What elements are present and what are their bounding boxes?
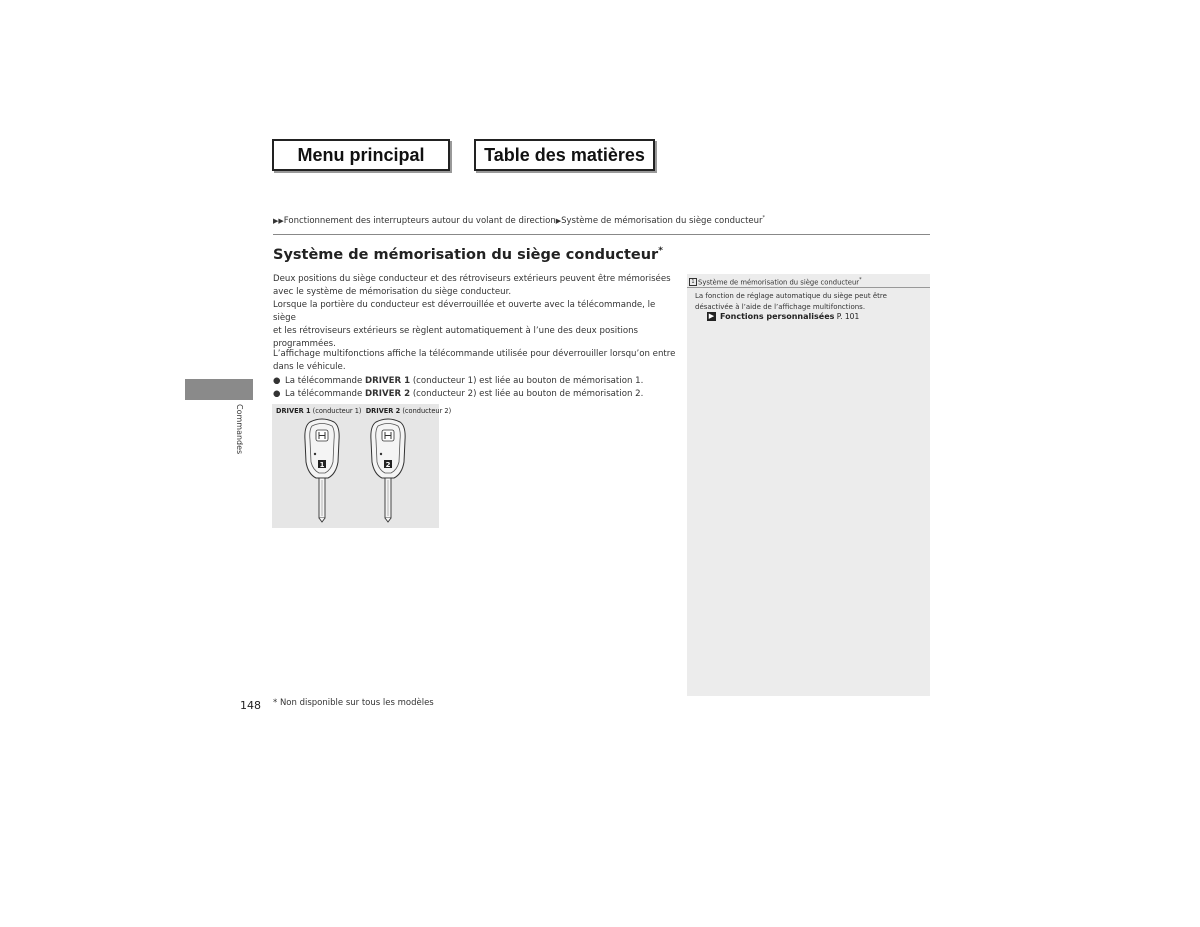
footnote: * Non disponible sur tous les modèles: [273, 698, 434, 708]
bullet-list: [273, 375, 678, 401]
breadcrumb-section[interactable]: Fonctionnement des interrupteurs autour du volant de direction: [283, 215, 556, 226]
sidebar-heading-star: *: [859, 277, 862, 283]
note-box-icon: 1: [689, 278, 697, 286]
key-fob-2-icon: [371, 419, 405, 522]
page-number: 148: [240, 699, 261, 712]
link-label: Fonctions personnalisées: [720, 312, 835, 321]
sidebar-heading-text: Système de mémorisation du siège conducteur: [698, 278, 860, 287]
page-title: [273, 246, 663, 263]
sidebar-note-text: [695, 291, 920, 313]
key-fob-illustration: [272, 416, 439, 528]
sidebar-heading: [687, 274, 930, 288]
breadcrumb-star: *: [762, 215, 766, 221]
text-line: Deux positions du siège conducteur et des rétroviseurs extérieurs peuvent être mémorisées: [273, 274, 671, 284]
key-fob-figure: [272, 404, 452, 528]
text-line: La fonction de réglage automatique du siège peut être: [695, 292, 887, 300]
breadcrumb-arrows: ▶▶: [273, 216, 284, 225]
bullet-text: La télécommande: [285, 376, 366, 386]
bullet-item: [273, 375, 678, 388]
display-paragraph: [273, 348, 678, 374]
figure-label-driver2-rest: (conducteur 2): [400, 407, 452, 415]
figure-label-driver2: DRIVER 2: [365, 407, 401, 415]
figure-label-driver1: DRIVER 1: [276, 407, 311, 415]
figure-labels: [276, 407, 451, 415]
key-fob-1-icon: [305, 419, 339, 522]
table-of-contents-button[interactable]: Table des matières: [474, 139, 655, 171]
figure-label-driver1-rest: (conducteur 1): [310, 407, 362, 415]
text-line: désactivée à l’aide de l’affichage multifonctions.: [695, 303, 866, 311]
section-tab[interactable]: [185, 379, 253, 400]
bullet-bold: DRIVER 1: [365, 376, 411, 386]
intro-paragraph: [273, 273, 678, 351]
custom-features-link[interactable]: [707, 312, 859, 321]
page-title-text: Système de mémorisation du siège conducteur: [273, 246, 659, 263]
section-tab-label: Commandes: [235, 404, 244, 455]
text-line: et les rétroviseurs extérieurs se règlent automatiquement à l’une des deux positions: [273, 326, 639, 336]
note-sidebar: [687, 274, 930, 696]
breadcrumb-separator: ▶: [555, 216, 562, 225]
bullet-dot: ●: [273, 389, 281, 399]
main-menu-button[interactable]: Menu principal: [272, 139, 450, 171]
breadcrumb: [273, 215, 765, 226]
bullet-text: La télécommande: [285, 389, 366, 399]
link-page: P. 101: [834, 312, 860, 321]
text-line: programmées.: [273, 339, 336, 349]
bullet-text: (conducteur 1) est liée au bouton de mémorisation 1.: [410, 376, 644, 386]
text-line: Lorsque la portière du conducteur est déverrouillée et ouverte avec la télécommande, le siège: [273, 300, 656, 323]
key-fob-1-number: 1: [319, 461, 325, 469]
text-line: avec le système de mémorisation du siège conducteur.: [273, 287, 512, 297]
bullet-bold: DRIVER 2: [365, 389, 411, 399]
bullet-dot: ●: [273, 376, 281, 386]
page-title-star: *: [658, 246, 663, 256]
header-rule: [273, 234, 930, 235]
text-line: dans le véhicule.: [273, 362, 346, 372]
link-arrow-icon: ▶: [708, 312, 715, 320]
text-line: L’affichage multifonctions affiche la télécommande utilisée pour déverrouiller lorsqu’on entre: [273, 349, 676, 359]
key-fob-2-number: 2: [385, 461, 391, 469]
breadcrumb-current: Système de mémorisation du siège conducteur: [561, 215, 763, 226]
bullet-item: [273, 388, 678, 401]
bullet-text: (conducteur 2) est liée au bouton de mémorisation 2.: [410, 389, 644, 399]
